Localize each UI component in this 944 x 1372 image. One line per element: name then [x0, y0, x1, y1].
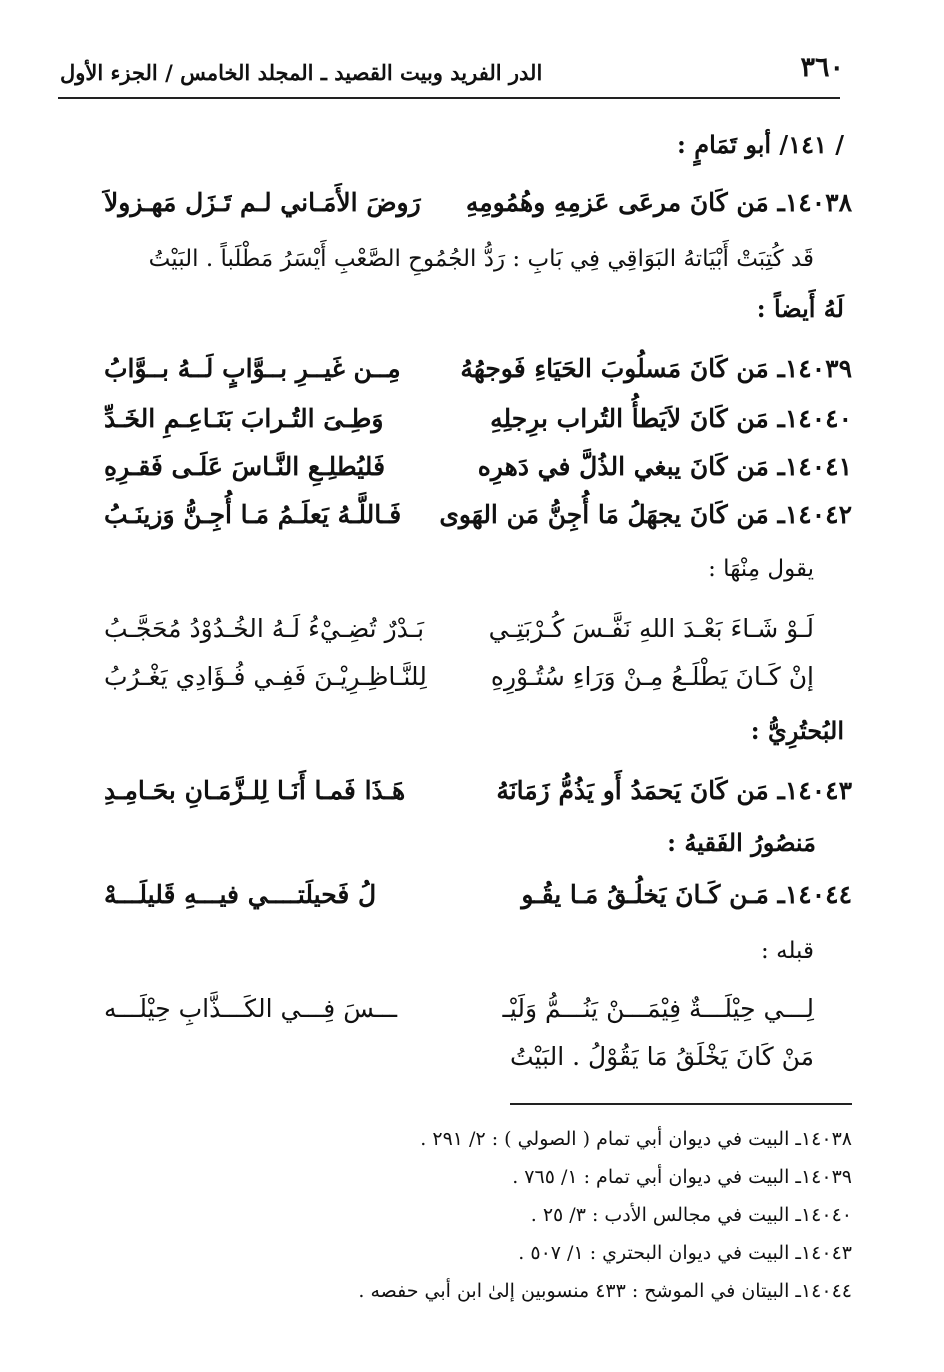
- verse-14039-first-hemistich: ١٤٠٣٩ـ مَن كَانَ مَسلُوبَ الحَيَاءِ فَوجهُهُ: [460, 354, 852, 383]
- verse-14041-second-hemistich: فَليُطلِـعِ النَّـاسَ عَلَـى فَقـرِهِ: [104, 452, 386, 481]
- verse-14044-first-hemistich: ١٤٠٤٤ـ مَـن كَـانَ يَخلُـقُ مَـا يقُـو: [521, 880, 852, 909]
- footnote-14040: ١٤٠٤٠ـ البيت في مجالس الأدب : ٣/ ٢٥ .: [530, 1204, 852, 1226]
- intro-before-it: قبله :: [761, 938, 814, 964]
- footnote-14044: ١٤٠٤٤ـ البيتان في الموشح : ٤٣٣ منسوبين إلىٰ ابن أبي حفصه .: [358, 1280, 852, 1302]
- poem-line-2-second-hemistich: لِلنَّـاظِـرِيْـنَ فَفِـي فُـؤَادِي يَغْـرُبُ: [104, 662, 427, 691]
- verse-14043-first-hemistich: ١٤٠٤٣ـ مَن كَانَ يَحمَدُ أَو يَذُمُّ زَمَانَهُ: [496, 776, 852, 805]
- poem-line-3-continuation: مَنْ كَانَ يَخْلَقُ مَا يَقُوْلُ . البَيْتُ: [509, 1042, 814, 1071]
- running-title: الدر الفريد وبيت القصيد ـ المجلد الخامس / الجزء الأول: [60, 60, 543, 85]
- verse-14040-first-hemistich: ١٤٠٤٠ـ مَن كَانَ لاَيَطأُ التُراب برِجلِهِ: [490, 404, 852, 433]
- footnote-14038: ١٤٠٣٨ـ البيت في ديوان أبي تمام ( الصولي ) : ٢/ ٢٩١ .: [420, 1128, 852, 1150]
- footnote-14043: ١٤٠٤٣ـ البيت في ديوان البحتري : ١/ ٥٠٧ .: [518, 1242, 852, 1264]
- section-heading-also: لَهُ أَيضاً :: [756, 294, 844, 323]
- page-number: ٣٦٠: [800, 52, 844, 83]
- verse-14044-second-hemistich: لُ فَحيلَتــــي فيـــهِ قَليلَـــهْ: [104, 880, 377, 909]
- verse-14043-second-hemistich: هَـذَا فَمـا أَنَـا لِلـزَّمَـانِ بحَـامِـدِ: [104, 776, 406, 805]
- section-heading-141: / ١٤١/ أبو تَمَامٍ :: [677, 130, 844, 159]
- verse-14042-first-hemistich: ١٤٠٤٢ـ مَن كَانَ يجهَلُ مَا أُجِنُّ مَن الهَوى: [439, 500, 852, 529]
- intro-says-from-it: يقول مِنْهَا :: [708, 556, 814, 582]
- section-heading-mansur: مَنصُورُ الفَقيهُ :: [667, 828, 816, 857]
- poem-line-1-first-hemistich: لَـوْ شَـاءَ بَعْـدَ اللهِ نَفَّـسَ كُـرْبَتِـي: [488, 614, 814, 643]
- verse-14040-second-hemistich: وَطِـىَ التُـرابَ بَنَـاعِـمِ الخَـدِّ: [104, 404, 384, 433]
- header-rule: [58, 97, 840, 99]
- verse-14039-second-hemistich: مِــن غَيــرِ بــوَّابٍ لَــهُ بــوَّابُ: [104, 354, 401, 383]
- section-heading-buhturi: البُحتُرِيُّ :: [750, 716, 844, 745]
- poem-line-1-second-hemistich: بَـدْرٌ تُضِـيْءُ لَـهُ الخُـدُوْدُ مُحَجَّـبُ: [104, 614, 425, 643]
- verse-14038-first-hemistich: ١٤٠٣٨ـ مَن كَانَ مرعَى عَزمِهِ وهُمُومِهِ: [465, 188, 852, 217]
- verse-14042-second-hemistich: فَـاللَّـهُ يَعلَـمُ مَـا أُجِـنُّ وَزينَـبُ: [104, 500, 402, 529]
- footnote-14039: ١٤٠٣٩ـ البيت في ديوان أبي تمام : ١/ ٧٦٥ .: [512, 1166, 852, 1188]
- cross-reference-note: قَد كُتِبَتْ أَبْيَاتهُ البَوَاقِي فِي بَابِ : رَدُّ الجُمُوحِ الصَّعْبِ أَيْسَرُ مَطْلَباً . البَيْتُ: [148, 246, 814, 272]
- poem-line-3-second-hemistich: ـــسَ فِـــي الكَـــذَّابِ حِيْلَـــه: [104, 994, 398, 1023]
- verse-14038-second-hemistich: رَوضَ الأَمَـاني لـم تَـزَل مَهـزولاَ: [104, 188, 421, 217]
- poem-line-2-first-hemistich: إنْ كَـانَ يَطْلَـعُ مِـنْ وَرَاءِ سُتُـوْرِهِ: [490, 662, 814, 691]
- poem-line-3-first-hemistich: لِـــي حِيْلَـــةٌ فِيْمَـــنْ يَنُـــمُّ وَلَيْـ: [502, 994, 814, 1023]
- verse-14041-first-hemistich: ١٤٠٤١ـ مَن كَانَ يبغي الذُلَّ في دَهرِه: [477, 452, 852, 481]
- footnote-rule: [510, 1103, 852, 1105]
